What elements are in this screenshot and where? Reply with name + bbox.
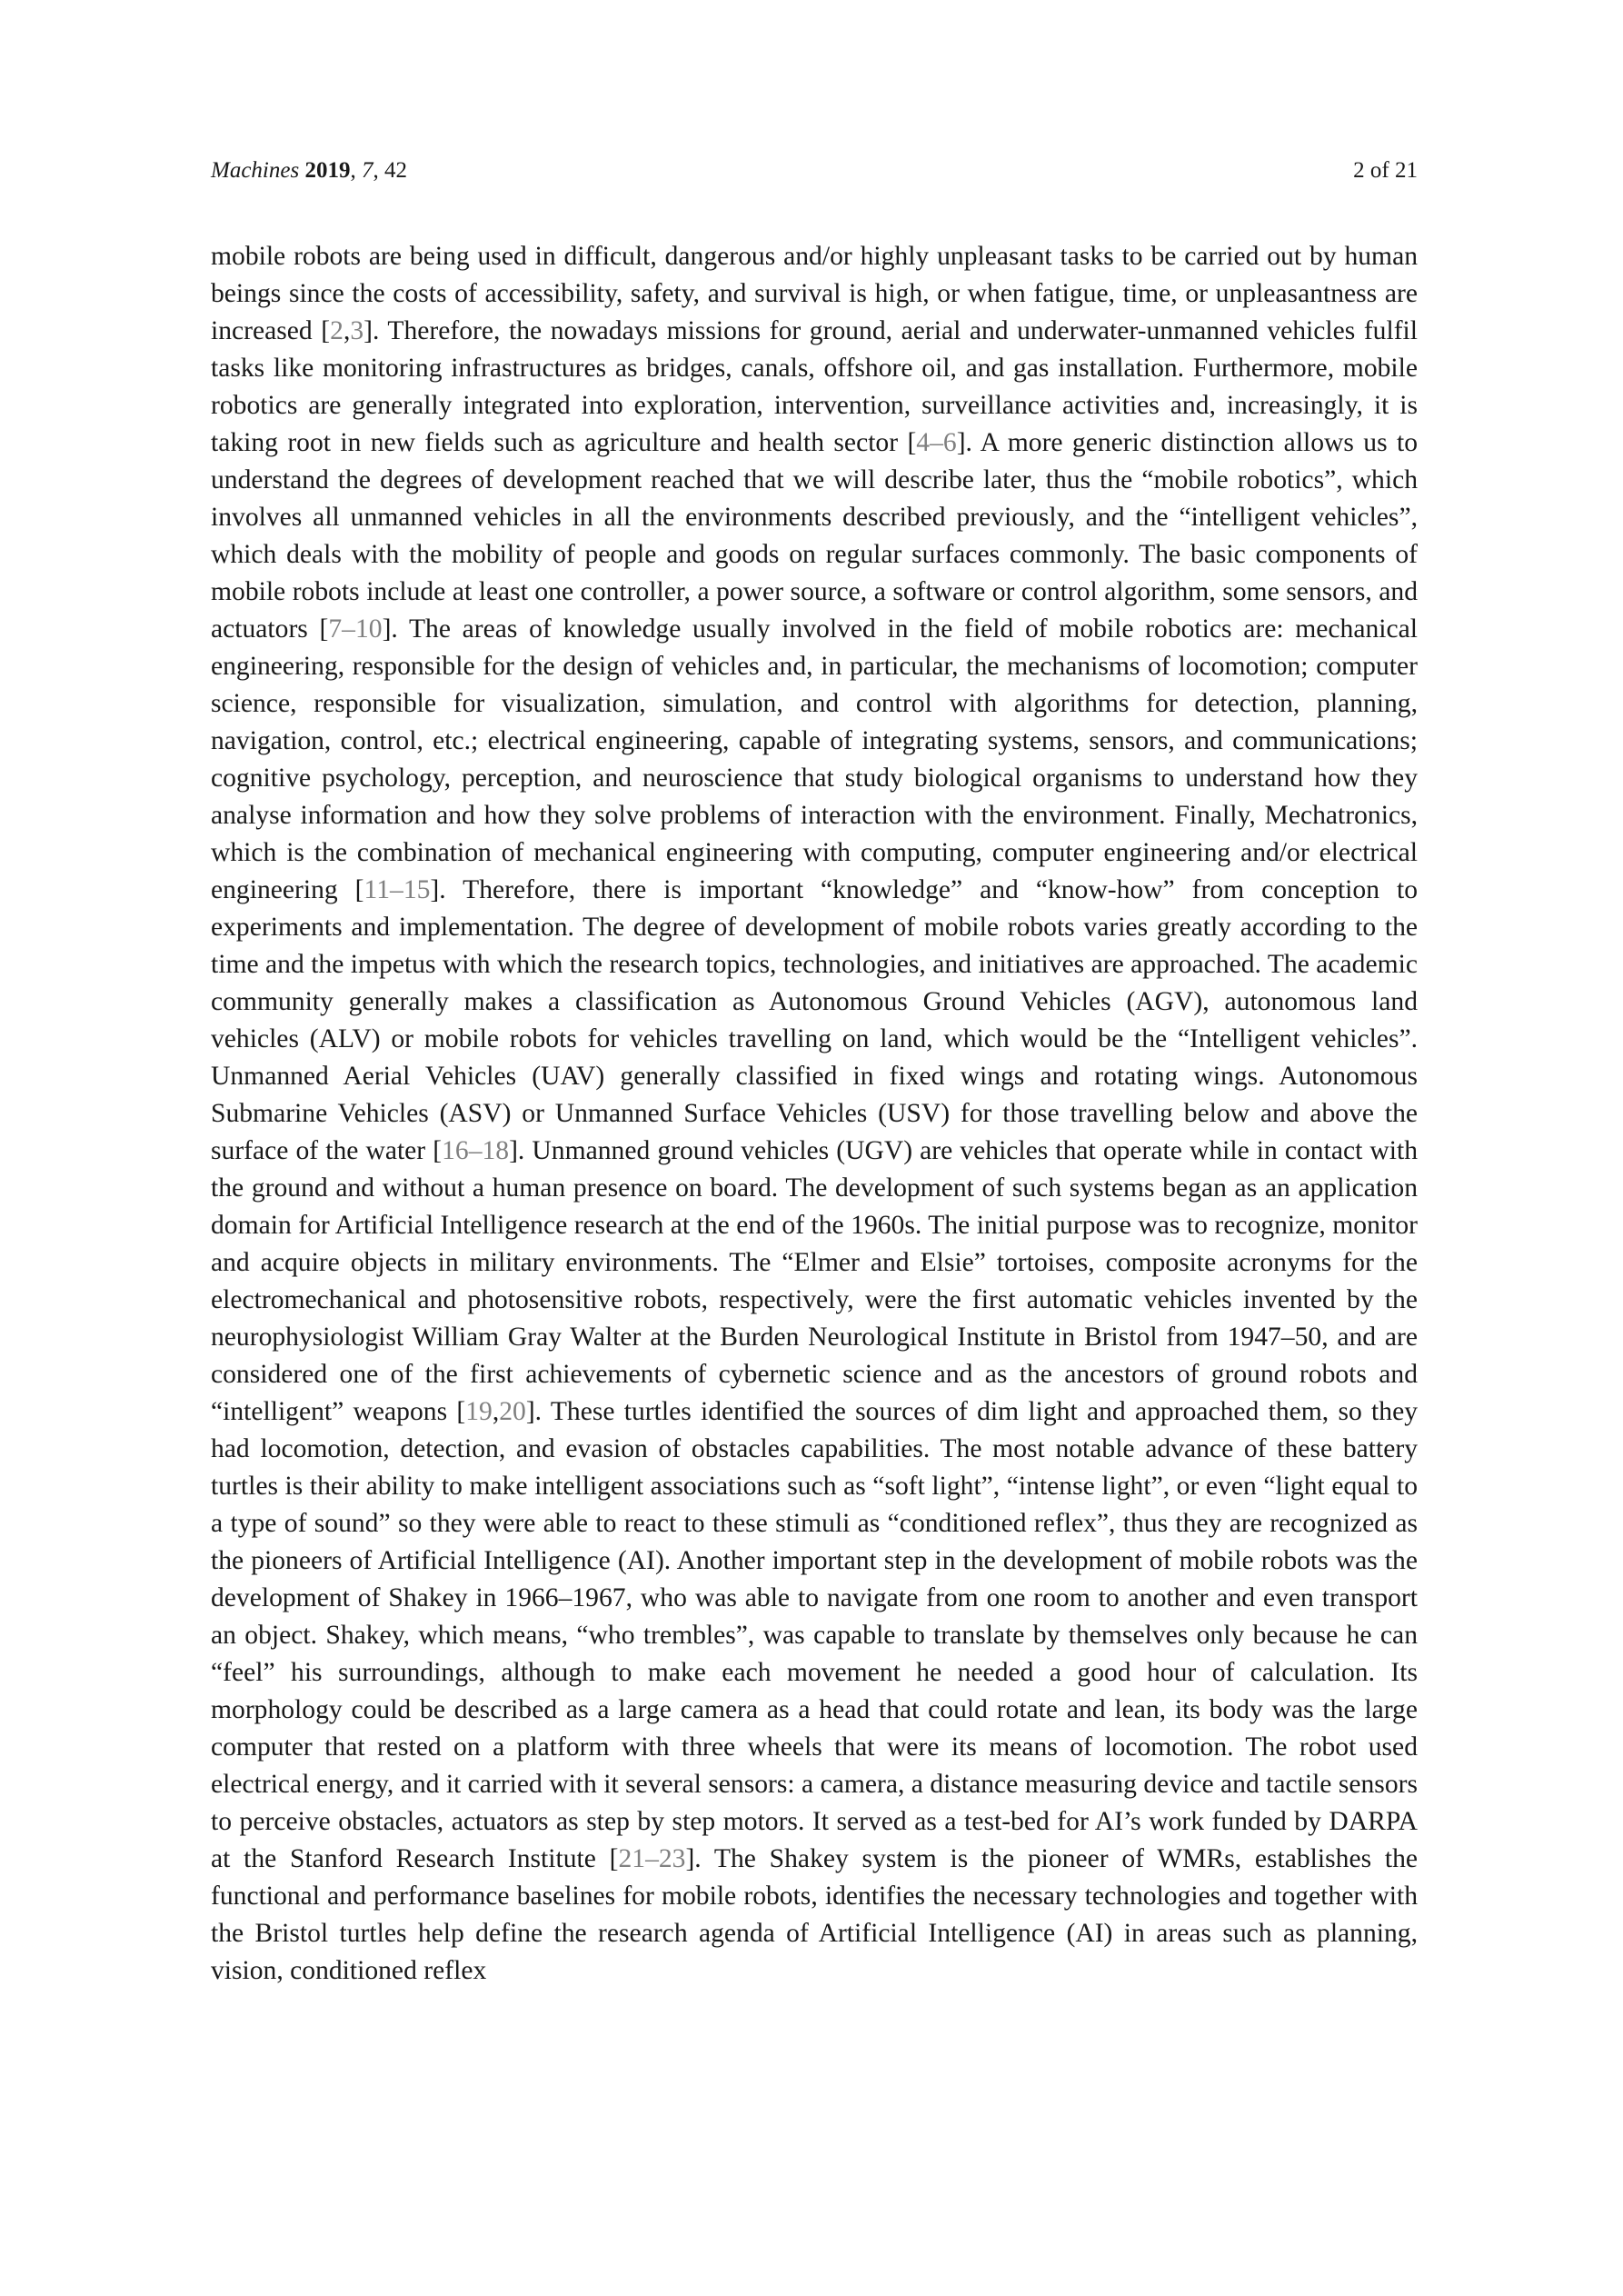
- volume-number: 7: [361, 158, 373, 183]
- citation-link[interactable]: 7–10: [328, 614, 383, 644]
- journal-name: Machines: [211, 158, 300, 183]
- paragraph-text: mobile robots are being used in difficult, dangerous and/or highly unpleasant tasks to be carried out by human beings since the costs of accessibility, safety, and survival is high, or when fatigue, time, or unpleasantness are increased [: [211, 242, 1418, 345]
- main-paragraph: [211, 238, 1418, 1990]
- citation-link[interactable]: 11–15: [363, 875, 431, 904]
- paragraph-text: ,: [492, 1397, 500, 1426]
- citation-link[interactable]: 20: [499, 1397, 526, 1426]
- paragraph-text: ]. These turtles identified the sources of dim light and approached them, so they had locomotion, detection, and evasion of obstacles capabilities. The most notable advance of these battery turtles is their ability to make intelligent associations such as “soft light”, “intense light”, or even “light equal to a type of sound” so they were able to react to these stimuli as “conditioned reflex”, thus they are recognized as the pioneers of Artificial Intelligence (AI). Another important step in the development of mobile robots was the development of Shakey in 1966–1967, who was able to navigate from one room to another and even transport an object. Shakey, which means, “who trembles”, was capable to translate by themselves only because he can “feel” his surroundings, although to make each movement he needed a good hour of calculation. Its morphology could be described as a large camera as a head that could rotate and lean, its body was the large computer that rested on a platform with three wheels that were its means of locomotion. The robot used electrical energy, and it carried with it several sensors: a camera, a distance measuring device and tactile sensors to perceive obstacles, actuators as step by step motors. It served as a test-bed for AI’s work funded by DARPA at the Stanford Research Institute [: [211, 1397, 1419, 1873]
- publication-year: 2019: [304, 158, 351, 183]
- paragraph-text: ]. The Shakey system is the pioneer of WMRs, establishes the functional and performance baselines for mobile robots, identifies the necessary technologies and together with the Bristol turtles help define the research agenda of Artificial Intelligence (AI) in areas such as planning, vision, conditioned reflex: [211, 1844, 1418, 1985]
- paragraph-text: ,: [343, 316, 351, 345]
- paragraph-text: ]. A more generic distinction allows us to understand the degrees of development reached that we will describe later, thus the “mobile robotics”, which involves all unmanned vehicles in all the environments described previously, and the “intelligent vehicles”, which deals with the mobility of people and goods on regular surfaces commonly. The basic components of mobile robots include at least one controller, a power source, a software or control algorithm, some sensors, and actuators [: [211, 428, 1418, 644]
- citation-link[interactable]: 19: [465, 1397, 493, 1426]
- citation-link[interactable]: 2: [330, 316, 344, 345]
- running-header: [211, 153, 1418, 189]
- article-number: , 42: [373, 158, 407, 183]
- paragraph-text: ]. Therefore, there is important “knowledge” and “know-how” from conception to experiments and implementation. The degree of development of mobile robots varies greatly according to the time and the impetus with which the research topics, technologies, and initiatives are approached. The academic community generally makes a classification as Autonomous Ground Vehicles (AGV), autonomous land vehicles (ALV) or mobile robots for vehicles travelling on land, which would be the “Intelligent vehicles”. Unmanned Aerial Vehicles (UAV) generally classified in fixed wings and rotating wings. Autonomous Submarine Vehicles (ASV) or Unmanned Surface Vehicles (USV) for those travelling below and above the surface of the water [: [211, 875, 1418, 1165]
- paragraph-text: ]. Therefore, the nowadays missions for ground, aerial and underwater-unmanned vehicles fulfil tasks like monitoring infrastructures as bridges, canals, offshore oil, and gas installation. Furthermore, mobile robotics are generally integrated into exploration, intervention, surveillance activities and, increasingly, it is taking root in new fields such as agriculture and health sector [: [211, 316, 1418, 457]
- paragraph-text: ]. Unmanned ground vehicles (UGV) are vehicles that operate while in contact with the ground and without a human presence on board. The development of such systems began as an application domain for Artificial Intelligence research at the end of the 1960s. The initial purpose was to recognize, monitor and acquire objects in military environments. The “Elmer and Elsie” tortoises, composite acronyms for the electromechanical and photosensitive robots, respectively, were the first automatic vehicles invented by the neurophysiologist William Gray Walter at the Burden Neurological Institute in Bristol from 1947–50, and are considered one of the first achievements of cybernetic science and as the ancestors of ground robots and “intelligent” weapons [: [211, 1136, 1418, 1426]
- citation-link[interactable]: 4–6: [916, 428, 957, 457]
- citation-link[interactable]: 3: [350, 316, 364, 345]
- citation-link[interactable]: 16–18: [442, 1136, 510, 1165]
- separator: ,: [350, 158, 362, 183]
- body-text: [211, 238, 1418, 1990]
- citation-link[interactable]: 21–23: [618, 1844, 686, 1873]
- page-number: 2 of 21: [1353, 158, 1418, 183]
- paragraph-text: ]. The areas of knowledge usually involved in the field of mobile robotics are: mechanical engineering, responsible for the design of vehicles and, in particular, the mechanisms of locomotion; computer science, responsible for visualization, simulation, and control with algorithms for detection, planning, navigation, control, etc.; electrical engineering, capable of integrating systems, sensors, and communications; cognitive psychology, perception, and neuroscience that study biological organisms to understand how they analyse information and how they solve problems of interaction with the environment. Finally, Mechatronics, which is the combination of mechanical engineering with computing, computer engineering and/or electrical engineering [: [211, 614, 1418, 904]
